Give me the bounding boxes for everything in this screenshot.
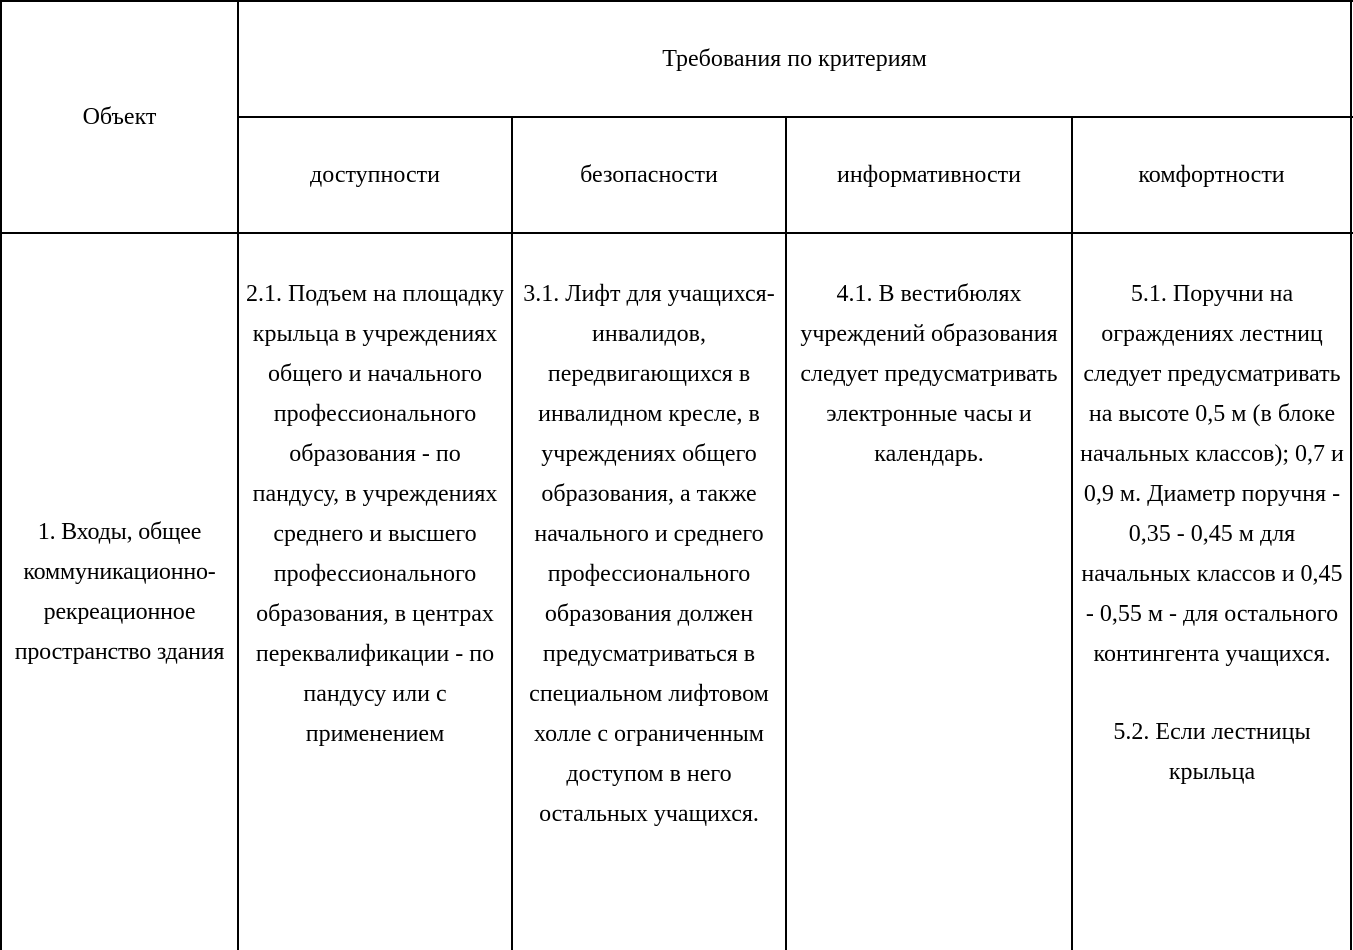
cell-accessibility: 2.1. Подъем на площадку крыльца в учреждениях общего и начального профессионального образования - по пандусу, в учреждениях среднего и высшего профессионального образования, в центрах переквалификации - по пандусу или с применением bbox=[245, 281, 505, 747]
header-criterion-comfort: комфортности bbox=[1138, 162, 1285, 188]
column-divider-4 bbox=[1071, 116, 1073, 950]
cell-safety: 3.1. Лифт для учащихся-инвалидов, передвигающихся в инвалидном кресле, в учреждениях общего образования, а также начального и среднего профессионального образования должен предусматриваться в специальном лифтовом холле с ограниченным доступом в него остальных учащихся. bbox=[523, 281, 775, 827]
column-divider-3 bbox=[785, 116, 787, 950]
comfort-paragraph-2: 5.2. Если лестницы крыльца bbox=[1113, 719, 1311, 785]
header-criterion-informativeness: информативности bbox=[836, 162, 1022, 188]
comfort-paragraph-1: 5.1. Поручни на ограждениях лестниц следует предусматривать на высоте 0,5 м (в блоке начальных классов); 0,7 и 0,9 м. Диаметр поручня - 0,35 - 0,45 м для начальных классов и 0,45 - 0,55 м - для остального контингента учащихся. bbox=[1080, 281, 1344, 667]
table-border-right bbox=[1350, 0, 1352, 950]
column-divider-2 bbox=[511, 116, 513, 950]
header-criterion-accessibility: доступности bbox=[310, 162, 440, 188]
header-requirements: Требования по критериям bbox=[662, 46, 927, 72]
header-criterion-safety: безопасности bbox=[580, 162, 718, 188]
header-object: Объект bbox=[82, 104, 157, 130]
row-object: 1. Входы, общее коммуникационно-рекреационное пространство здания bbox=[14, 519, 225, 665]
cell-informativeness: 4.1. В вестибюлях учреждений образования следует предусматривать электронные часы и календарь. bbox=[800, 281, 1058, 467]
cell-comfort bbox=[1076, 274, 1348, 792]
